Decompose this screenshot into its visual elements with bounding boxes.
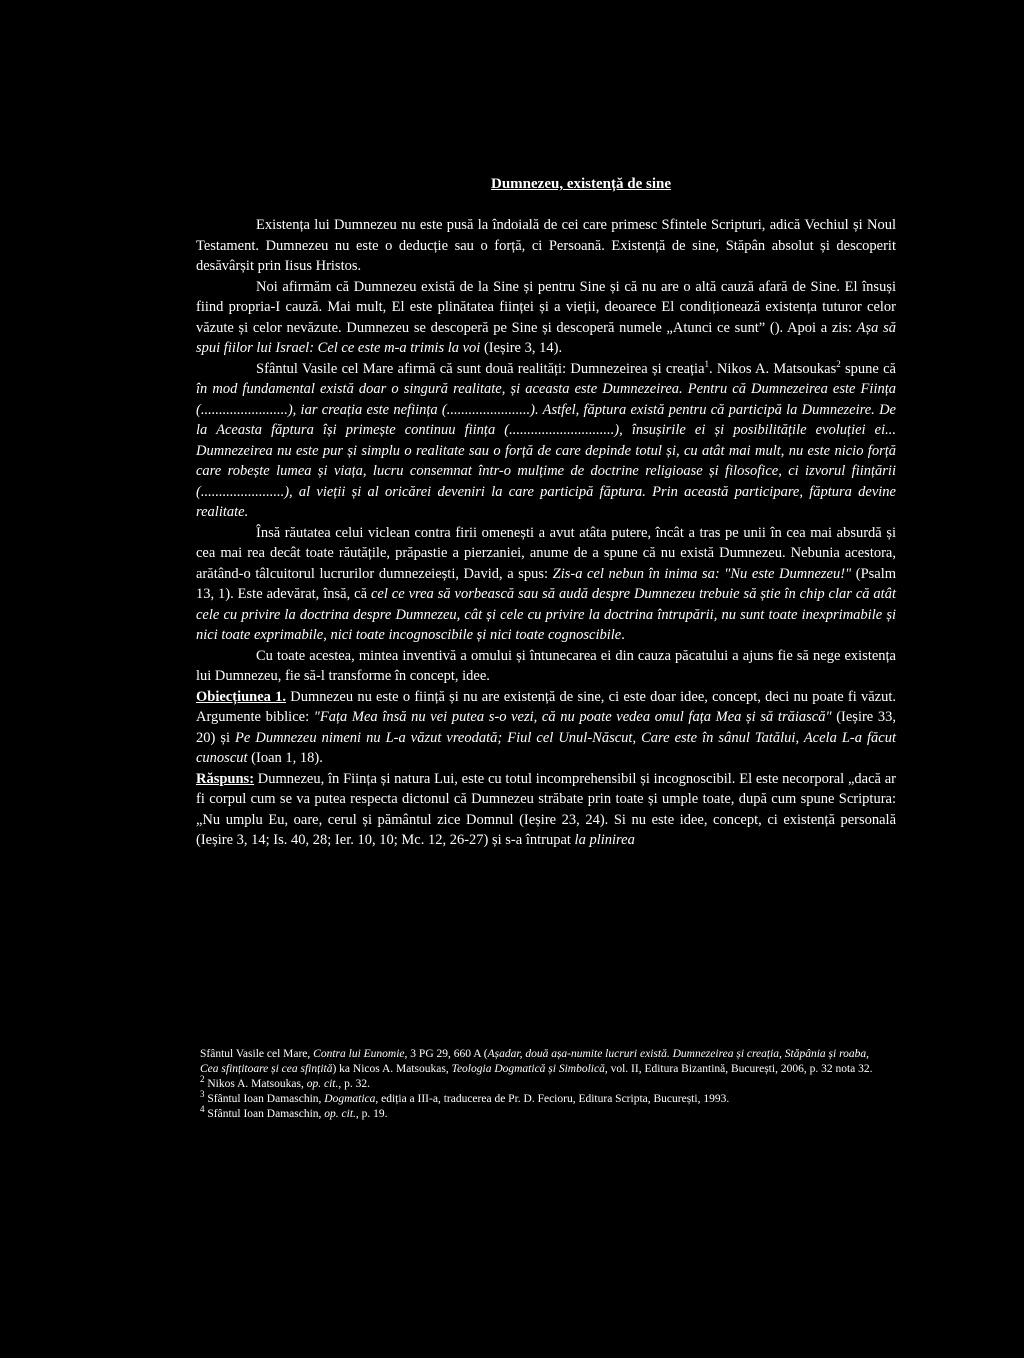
psalm-quote: Zis-a cel nebun în inima sa: "Nu este Dumnezeu!" (552, 565, 852, 582)
footnote-text: , p. 19. (355, 1108, 388, 1120)
paragraph-3 (196, 359, 896, 523)
paragraph-text: Dumnezeu nu este o ființă și nu are existență de sine, ci este doar idee, concept, deci nu poate fi văzut. Argumente biblice: (196, 688, 896, 725)
footnote-text-italic: op. cit. (306, 1078, 339, 1090)
footnote-text-italic: Dogmatica (324, 1093, 376, 1105)
paragraph-text: (Ieșire 33, 20) și (196, 709, 897, 746)
paragraph-text: ). Apoi a zis: (774, 319, 857, 336)
objection-paragraph (196, 687, 896, 769)
paragraph-text: Noi afirmăm că Dumnezeu există de la Sine și pentru Sine și că nu are o altă cauză afară de Sine. El însuși fiind propria-I cauză. Mai mult, El este plinătatea ființei și a vieții, deoarece El condiționează existența tuturor celor văzute și celor nevăzute. Dumnezeu se descoperă pe Sine și descoperă numele „Atunci ce sunt” ( (196, 278, 896, 336)
footnote-text: Sfântul Ioan Damaschin, (204, 1093, 325, 1105)
footnote-text: Nikos A. Matsoukas, (204, 1078, 307, 1090)
paragraph-text: Sfântul Vasile cel Mare afirmă că sunt două realități: Dumnezeirea și creația (256, 360, 705, 377)
paragraph-text: . Nikos A. Matsoukas (709, 360, 837, 377)
footnote-text: , ediția a III-a, traducerea de Pr. D. Fecioru, Editura Scripta, București, 1993. (375, 1093, 730, 1105)
footnote-text: ) ka Nicos A. Matsoukas, (332, 1063, 452, 1075)
footnote-4 (200, 1104, 890, 1122)
footnote-text-italic: Așadar, două așa-numite lucruri există. (487, 1048, 670, 1060)
paragraph-1 (196, 215, 896, 277)
footnote-2 (200, 1074, 890, 1092)
bible-quote: "Fața Mea însă nu vei putea s-o vezi, că nu poate vedea omul fața Mea și să trăiască" (313, 709, 832, 725)
footnote-text-italic: Contra lui Eunomie (313, 1048, 405, 1060)
paragraph-text: Cu toate acestea, mintea inventivă a omului și întunecarea ei din cauza păcatului a ajuns fie să nege existența lui Dumnezeu, fie să-l transforme în concept, idee. (196, 647, 896, 684)
footnote-text-italic: Teologia Dogmatică și Simbolică (451, 1063, 605, 1075)
footnote-ref: 1 (704, 358, 710, 369)
objection-label: Obiecțiunea 1. (196, 688, 287, 705)
footnote-1 (200, 1047, 890, 1077)
quoted-text: cel ce vrea să vorbească sau să audă despre Dumnezeu trebuie să știe în chip clar că atât cele cu privire la doctrina despre Dumnezeu, cât și cele cu privire la doctrina întrupării, nu sunt toate inexprimabile și nici toate exprimabile, nici toate incognoscibile și nici toate cognoscibile (196, 586, 896, 643)
paragraph-text: (Psalm 13, 1). Este adevărat, însă, că (196, 565, 897, 602)
answer-paragraph (196, 769, 896, 851)
footnote-text-italic: op. cit. (324, 1108, 356, 1120)
answer-label: Răspuns: (196, 770, 255, 787)
footnote-mark: 3 (200, 1089, 205, 1100)
footnote-mark: 2 (200, 1074, 205, 1085)
paragraph-text: Dumnezeu, în Ființa și natura Lui, este cu totul incomprehensibil și incognoscibil. El este necorporal „dacă ar fi corpul cum se va putea respecta dictonul că Dumnezeu străbate prin toate și umple toate, după cum spune Scriptura: „Nu umplu Eu, oare, cerul și pământul zice Domnul (Ieșire 23, 24). Si nu este idee, concept, ci existență personală (Ieșire 3, 14; Is. 40, 28; Ier. 10, 10; Mc. 12, 26-27) și s-a întrupat (196, 770, 896, 848)
footnote-text: , p. 32. (338, 1078, 370, 1090)
paragraph-5 (196, 646, 896, 687)
quoted-text: în mod fundamental există doar o singură realitate, și aceasta este Dumnezeirea. Pentru că Dumnezeirea este Ființa (........................), iar creația este neființa (.......................). Astfel, făptura există pentru că participă la Dumnezeire. De la Aceasta făptura își primește continuu ființa (.............................), însușirile ei și posibilitățile evoluției ei... Dumnezeirea nu este pur și simplu o realitate sau o forță de care depinde totul și, cu atât mai mult, nu este nicio forță care robește lumea și viața, lucru consemnat într-o mulțime de doctrine religioase și filosofice, ci izvorul ființării (.......................), al vieții și al oricărei deveniri la care participă făptura. Prin această participare, făptura devine realitate. (196, 381, 896, 520)
footnote-text: Sfântul Vasile cel Mare, (200, 1048, 314, 1060)
footnotes (200, 1047, 890, 1122)
bible-quote: Pe Dumnezeu nimeni nu L-a văzut vreodată; Fiul cel Unul-Născut, Care este în sânul Tatălui, Acela L-a făcut cunoscut (196, 729, 897, 766)
footnote-3 (200, 1089, 890, 1107)
paragraph-text-italic: la plinirea (574, 832, 635, 848)
footnote-ref: 2 (836, 358, 841, 369)
footnote-text: , 3 PG 29, 660 A ( (404, 1048, 488, 1060)
footnote-text: Sfântul Ioan Damaschin, (204, 1108, 325, 1120)
footnote-text: , vol. II, Editura Bizantină, București, 2006, p. 32 nota 32. (604, 1063, 873, 1075)
page-title: Dumnezeu, existență de sine (491, 176, 671, 192)
paragraph-text: (Ieșire 3, 14). (480, 340, 563, 356)
paragraph-text: Însă răutatea celui viclean contra firii omenești a avut atâta putere, încât a tras pe unii în cea mai absurdă și cea mai rea decât toate răutățile, prăpastie a pierzaniei, anume de a spune că nu există Dumnezeu. Nebunia acestora, arătând-o tâlcuitorul lucrurilor dumnezeiești, David, a spus: (196, 524, 896, 582)
bible-quote: Așa să spui fiilor lui Israel: Cel ce este m-a trimis la voi (196, 319, 896, 356)
paragraph-4 (196, 523, 896, 646)
footnote-text-italic: Dumnezeirea și creația, Stăpânia și roaba, Cea sfințitoare și cea sfințită (200, 1048, 870, 1075)
paragraph-text: spune că (840, 360, 896, 377)
document-body (196, 176, 896, 851)
paragraph-text: (Ioan 1, 18). (247, 750, 323, 766)
paragraph-text: . (621, 627, 625, 643)
footnote-mark: 4 (200, 1104, 205, 1115)
paragraph-2 (196, 277, 896, 359)
paragraph-text: Existența lui Dumnezeu nu este pusă la îndoială de cei care primesc Sfintele Scripturi, adică Vechiul și Noul Testament. Dumnezeu nu este o deducție sau o forță, ci Persoană. Existență de sine, Stăpân absolut și descoperit desăvârșit prin Iisus Hristos. (196, 217, 896, 274)
